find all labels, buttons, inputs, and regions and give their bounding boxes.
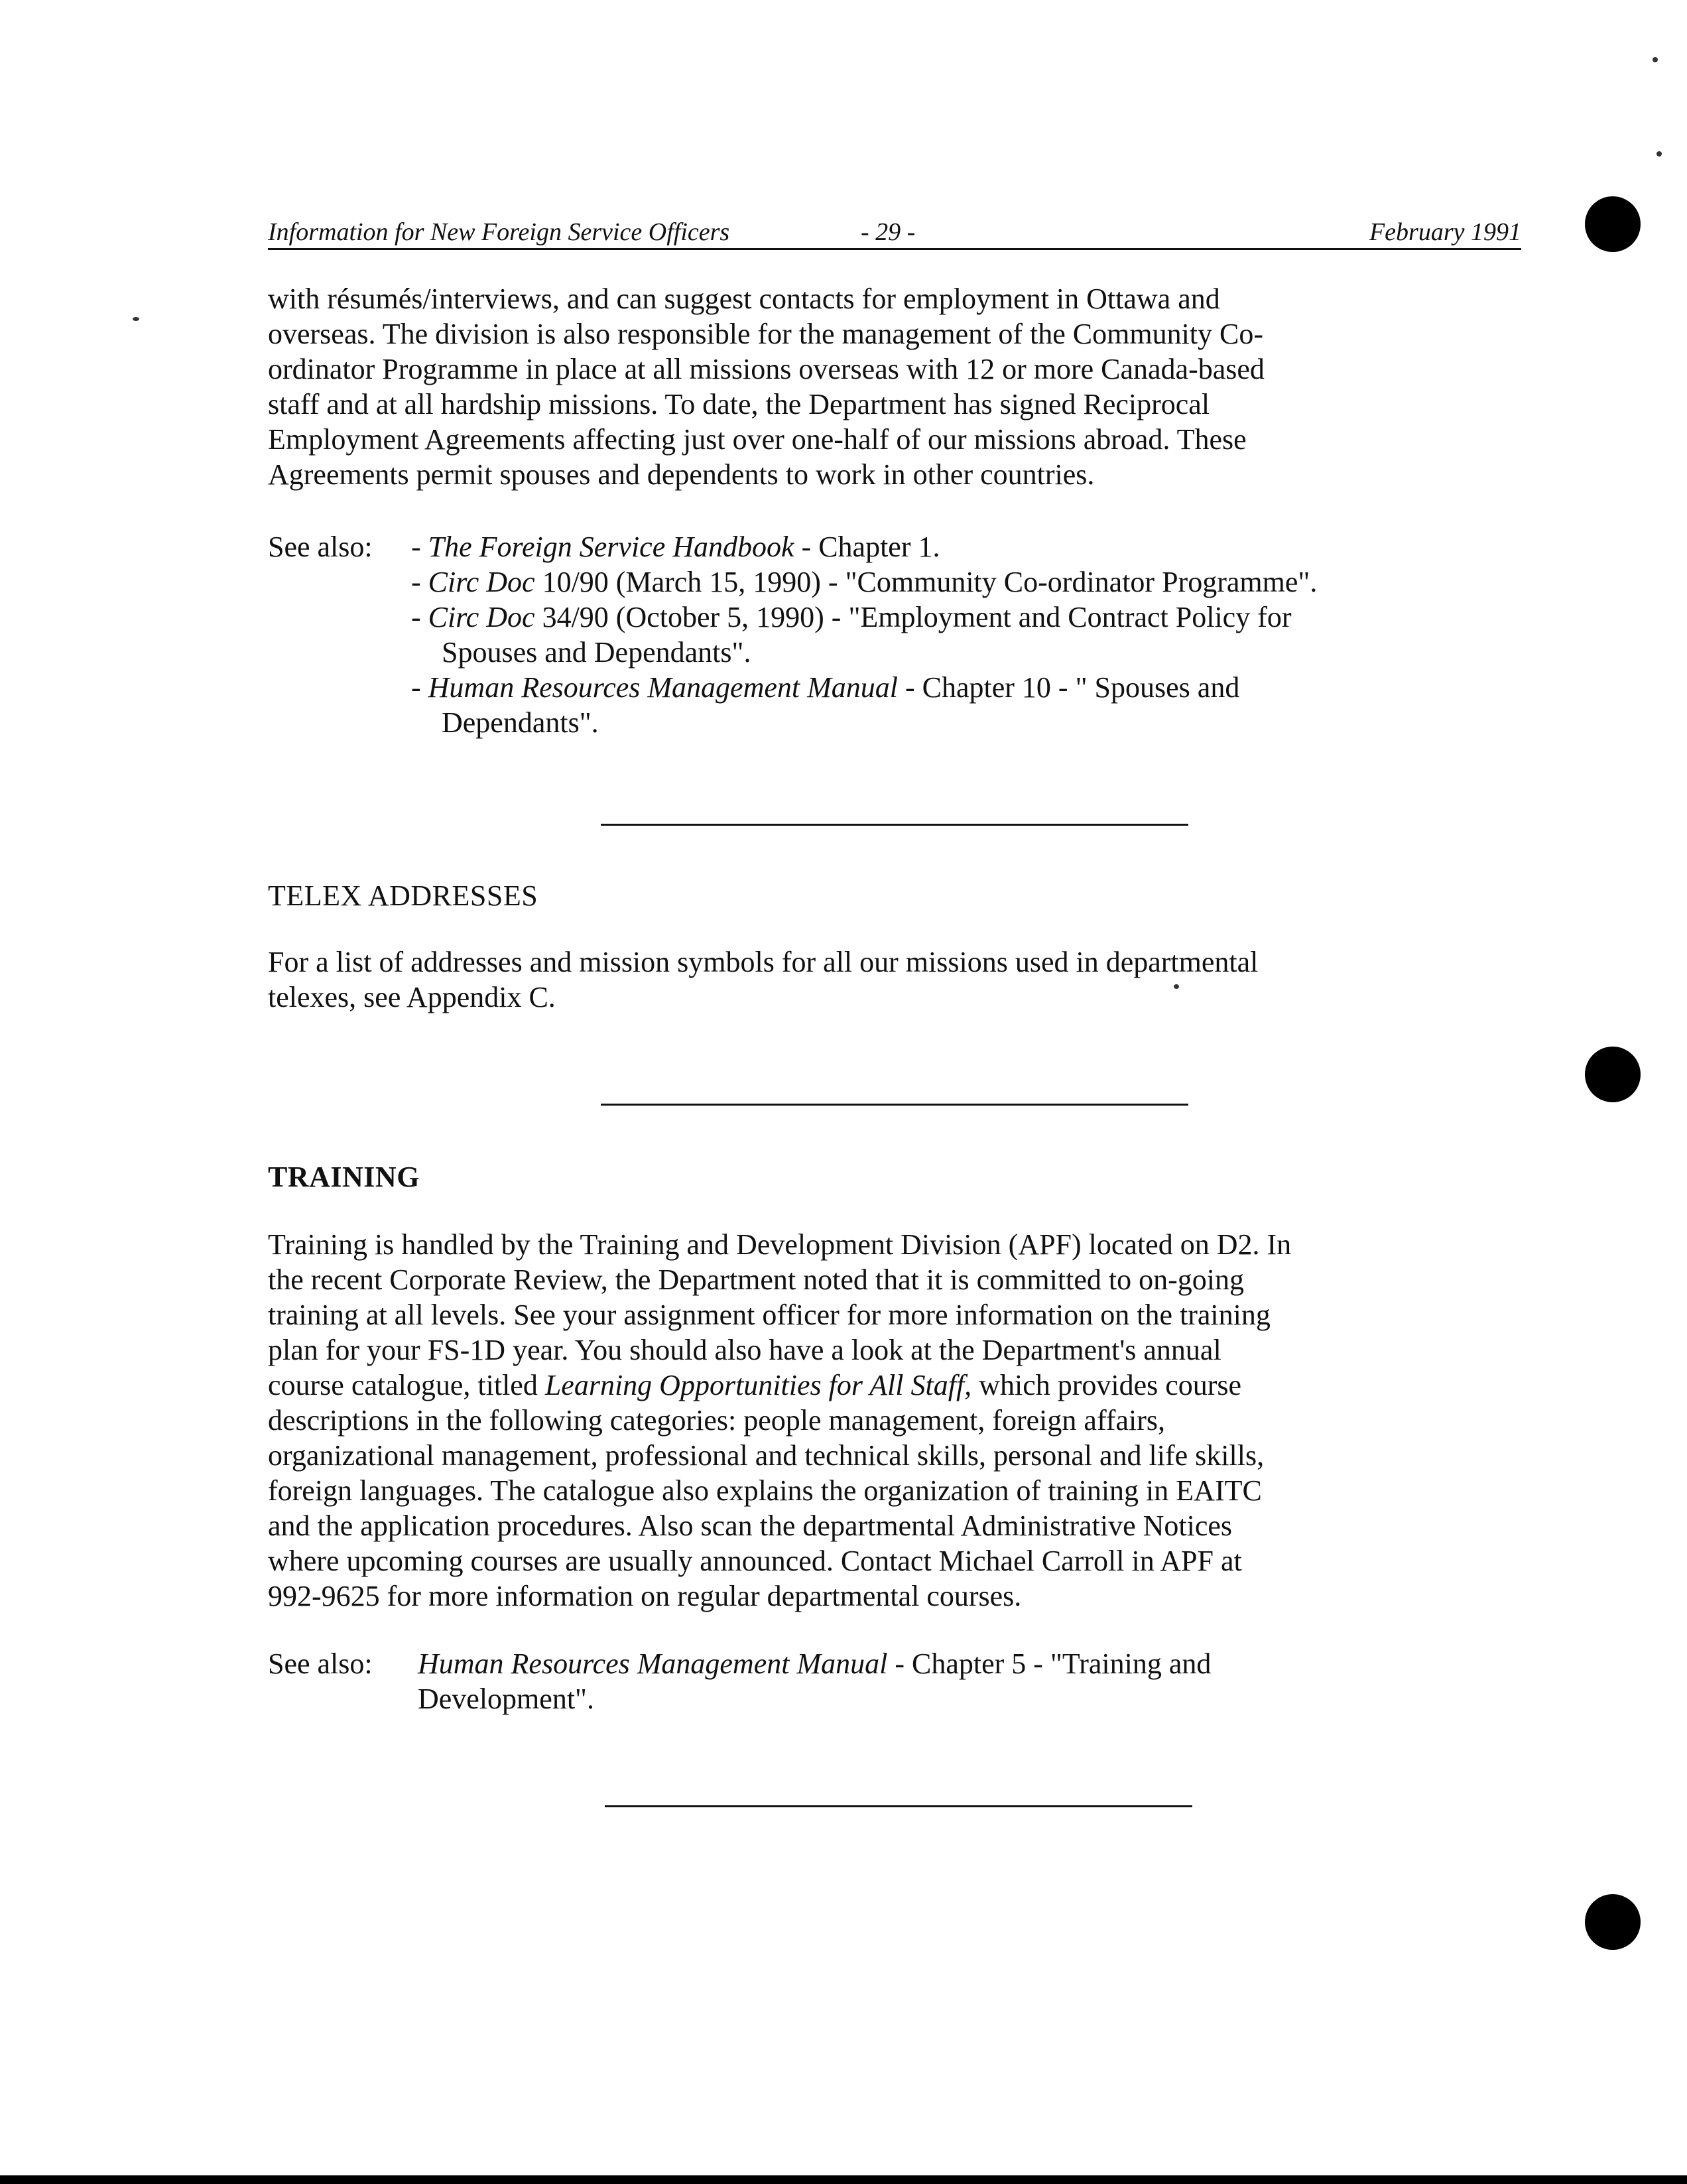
reference-title: Human Resources Management Manual bbox=[418, 1647, 888, 1680]
telex-paragraph bbox=[268, 944, 1541, 1015]
paragraph-line: organizational management, professional and technical skills, personal and life skills, bbox=[268, 1439, 1265, 1472]
see-also-label: See also: bbox=[268, 1647, 373, 1680]
reference-item: - Circ Doc 34/90 (October 5, 1990) - "Employment and Contract Policy for bbox=[411, 601, 1292, 633]
reference-item-continuation: Dependants". bbox=[442, 706, 599, 739]
see-also-label: See also: bbox=[268, 531, 373, 563]
scan-speck bbox=[1653, 57, 1658, 62]
reference-title: Human Resources Management Manual bbox=[428, 671, 898, 704]
paragraph-line: ordinator Programme in place at all missions overseas with 12 or more Canada-based bbox=[268, 353, 1265, 385]
binder-hole bbox=[1585, 1047, 1641, 1102]
reference-title: Circ Doc bbox=[428, 566, 535, 598]
reference-item: - Circ Doc 10/90 (March 15, 1990) - "Community Co-ordinator Programme". bbox=[411, 566, 1318, 598]
paragraph-line: staff and at all hardship missions. To date, the Department has signed Reciprocal bbox=[268, 388, 1210, 420]
section-divider bbox=[601, 1104, 1188, 1106]
paragraph-line: training at all levels. See your assignment officer for more information on the training bbox=[268, 1299, 1271, 1331]
paragraph-line: where upcoming courses are usually announced. Contact Michael Carroll in APF at bbox=[268, 1545, 1242, 1577]
catalogue-title: Learning Opportunities for All Staff, bbox=[544, 1369, 972, 1401]
paragraph-line: with résumés/interviews, and can suggest contacts for employment in Ottawa and bbox=[268, 283, 1220, 315]
paragraph-line: Training is handled by the Training and Development Division (APF) located on D2. In bbox=[268, 1228, 1292, 1261]
section-heading-training: TRAINING bbox=[268, 1161, 420, 1193]
reference-item-continuation: Development". bbox=[418, 1683, 594, 1715]
paragraph-line: For a list of addresses and mission symbols for all our missions used in departmental bbox=[268, 946, 1259, 978]
reference-title: The Foreign Service Handbook bbox=[428, 531, 794, 563]
paragraph-line: Employment Agreements affecting just over one-half of our missions abroad. These bbox=[268, 423, 1247, 456]
binder-hole bbox=[1585, 196, 1641, 252]
reference-item: - The Foreign Service Handbook - Chapter 1. bbox=[411, 531, 940, 563]
reference-item: Human Resources Management Manual - Chapter 5 - "Training and bbox=[418, 1647, 1212, 1680]
header-title: Information for New Foreign Service Officers bbox=[268, 218, 730, 246]
paragraph-line: the recent Corporate Review, the Department noted that it is committed to on-going bbox=[268, 1263, 1244, 1296]
section-divider bbox=[605, 1805, 1192, 1807]
paragraph-line: Agreements permit spouses and dependents to work in other countries. bbox=[268, 458, 1095, 491]
intro-paragraph bbox=[268, 281, 1541, 492]
reference-item-continuation: Spouses and Dependants". bbox=[442, 636, 751, 669]
binder-hole bbox=[1585, 1894, 1641, 1950]
paragraph-line: overseas. The division is also responsible for the management of the Community Co- bbox=[268, 318, 1264, 350]
paragraph-line: telexes, see Appendix C. bbox=[268, 981, 556, 1013]
page-number: - 29 - bbox=[861, 218, 916, 246]
training-paragraph bbox=[268, 1227, 1541, 1614]
reference-title: Circ Doc bbox=[428, 601, 535, 633]
scan-bottom-edge bbox=[0, 2175, 1687, 2184]
section-divider bbox=[601, 824, 1188, 826]
scan-speck bbox=[1656, 151, 1662, 157]
paragraph-line: foreign languages. The catalogue also explains the organization of training in EAITC bbox=[268, 1474, 1262, 1507]
section-heading-telex: TELEX ADDRESSES bbox=[268, 879, 538, 912]
paragraph-line: descriptions in the following categories: people management, foreign affairs, bbox=[268, 1404, 1165, 1437]
paragraph-line: 992-9625 for more information on regular departmental courses. bbox=[268, 1580, 1022, 1612]
paragraph-line: plan for your FS-1D year. You should also have a look at the Department's annual bbox=[268, 1334, 1221, 1366]
scan-speck bbox=[133, 317, 139, 321]
paragraph-line: and the application procedures. Also scan the departmental Administrative Notices bbox=[268, 1510, 1233, 1542]
reference-item: - Human Resources Management Manual - Chapter 10 - " Spouses and bbox=[411, 671, 1240, 704]
header-date: February 1991 bbox=[1369, 218, 1521, 246]
page-header bbox=[268, 211, 1521, 250]
paragraph-line: course catalogue, titled Learning Opportunities for All Staff, which provides course bbox=[268, 1369, 1242, 1401]
scan-speck bbox=[1174, 984, 1179, 989]
